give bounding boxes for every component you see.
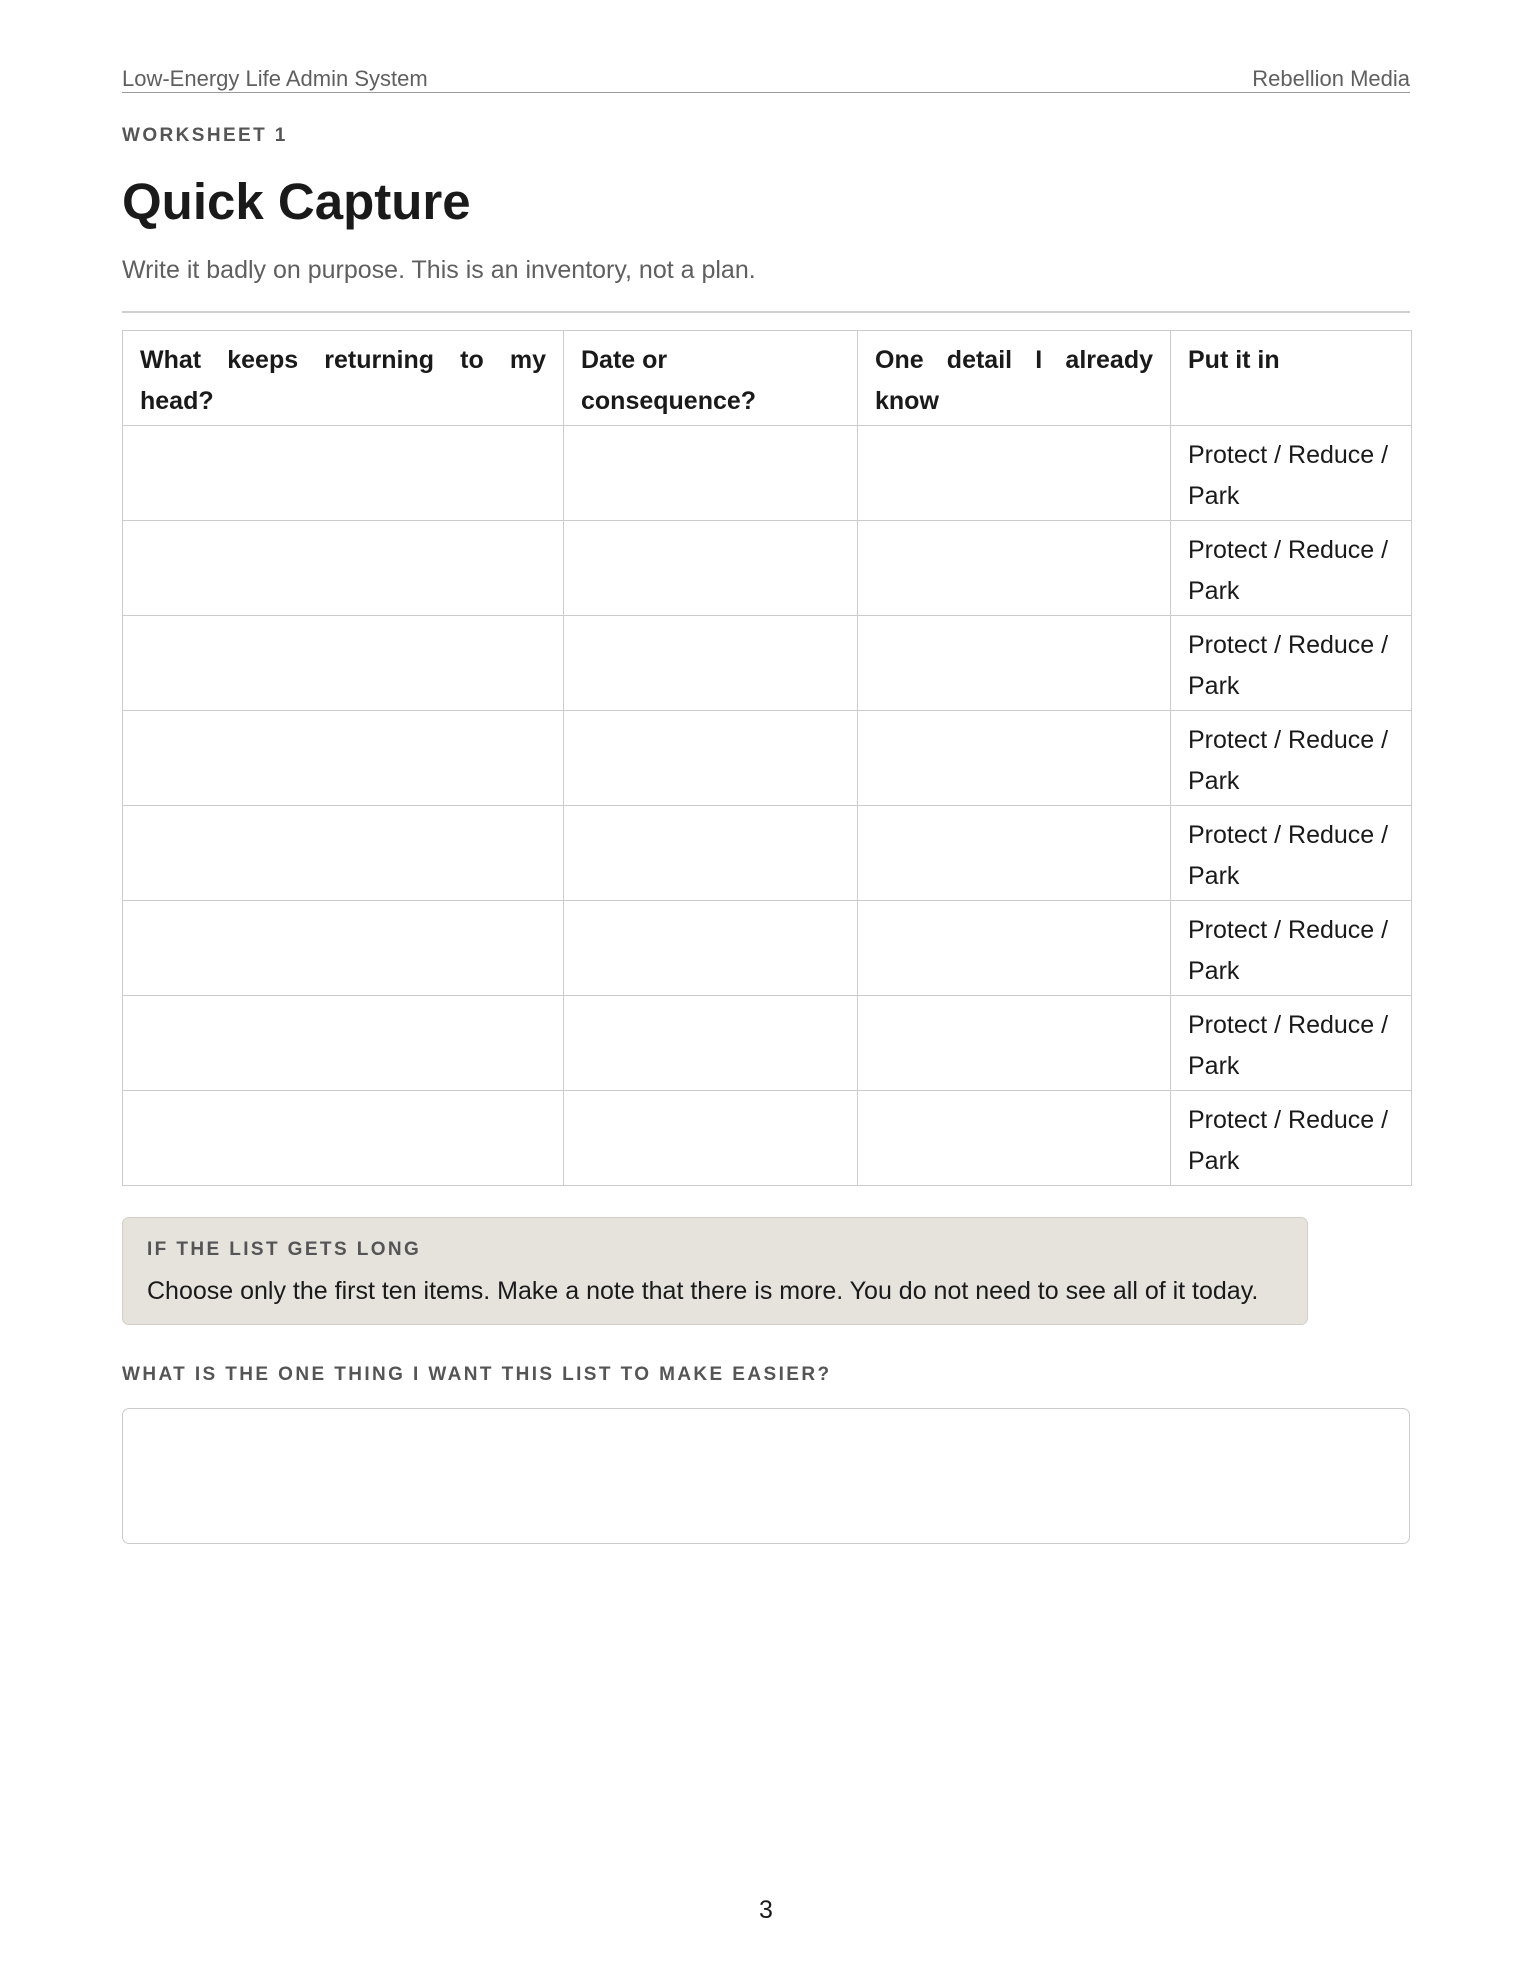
column-header-item: What keeps returning to my head?: [123, 331, 564, 426]
detail-cell[interactable]: [858, 521, 1171, 616]
date-cell[interactable]: [564, 901, 858, 996]
reflection-prompt-label: WHAT IS THE ONE THING I WANT THIS LIST TO MAKE EASIER?: [122, 1364, 832, 1385]
bucket-cell[interactable]: Protect / Reduce / Park: [1171, 711, 1412, 806]
capture-table: [122, 330, 1412, 1186]
running-header: [122, 66, 1410, 93]
detail-cell[interactable]: [858, 806, 1171, 901]
table-row: [123, 426, 1412, 521]
page-subtitle: Write it badly on purpose. This is an inventory, not a plan.: [122, 256, 756, 284]
table-row: [123, 996, 1412, 1091]
tip-callout: [122, 1217, 1308, 1325]
item-cell[interactable]: [123, 521, 564, 616]
column-header-date: Date or consequence?: [564, 331, 858, 426]
page-title: Quick Capture: [122, 173, 471, 230]
column-header-detail: One detail I already know: [858, 331, 1171, 426]
bucket-cell[interactable]: Protect / Reduce / Park: [1171, 426, 1412, 521]
document-title: Low-Energy Life Admin System: [122, 66, 428, 91]
bucket-cell[interactable]: Protect / Reduce / Park: [1171, 521, 1412, 616]
date-cell[interactable]: [564, 426, 858, 521]
section-divider: [122, 311, 1410, 313]
item-cell[interactable]: [123, 426, 564, 521]
bucket-cell[interactable]: Protect / Reduce / Park: [1171, 616, 1412, 711]
worksheet-number: WORKSHEET 1: [122, 125, 288, 146]
table-row: [123, 616, 1412, 711]
detail-cell[interactable]: [858, 901, 1171, 996]
bucket-cell[interactable]: Protect / Reduce / Park: [1171, 806, 1412, 901]
table-row: [123, 901, 1412, 996]
item-cell[interactable]: [123, 616, 564, 711]
item-cell[interactable]: [123, 806, 564, 901]
publisher-name: Rebellion Media: [1252, 66, 1410, 91]
table-header-row: [123, 331, 1412, 426]
callout-title: IF THE LIST GETS LONG: [147, 1239, 422, 1260]
item-cell[interactable]: [123, 901, 564, 996]
date-cell[interactable]: [564, 711, 858, 806]
column-header-bucket: Put it in: [1171, 331, 1412, 426]
bucket-cell[interactable]: Protect / Reduce / Park: [1171, 901, 1412, 996]
date-cell[interactable]: [564, 1091, 858, 1186]
reflection-answer-box[interactable]: [122, 1408, 1410, 1544]
detail-cell[interactable]: [858, 996, 1171, 1091]
table-row: [123, 1091, 1412, 1186]
item-cell[interactable]: [123, 1091, 564, 1186]
date-cell[interactable]: [564, 996, 858, 1091]
table-row: [123, 806, 1412, 901]
detail-cell[interactable]: [858, 1091, 1171, 1186]
bucket-cell[interactable]: Protect / Reduce / Park: [1171, 996, 1412, 1091]
item-cell[interactable]: [123, 996, 564, 1091]
date-cell[interactable]: [564, 521, 858, 616]
detail-cell[interactable]: [858, 426, 1171, 521]
date-cell[interactable]: [564, 806, 858, 901]
date-cell[interactable]: [564, 616, 858, 711]
item-cell[interactable]: [123, 711, 564, 806]
detail-cell[interactable]: [858, 616, 1171, 711]
page-number: 3: [759, 1896, 773, 1924]
table-row: [123, 521, 1412, 616]
detail-cell[interactable]: [858, 711, 1171, 806]
callout-text: Choose only the first ten items. Make a note that there is more. You do not need to see all of it today.: [147, 1277, 1259, 1305]
bucket-cell[interactable]: Protect / Reduce / Park: [1171, 1091, 1412, 1186]
table-row: [123, 711, 1412, 806]
